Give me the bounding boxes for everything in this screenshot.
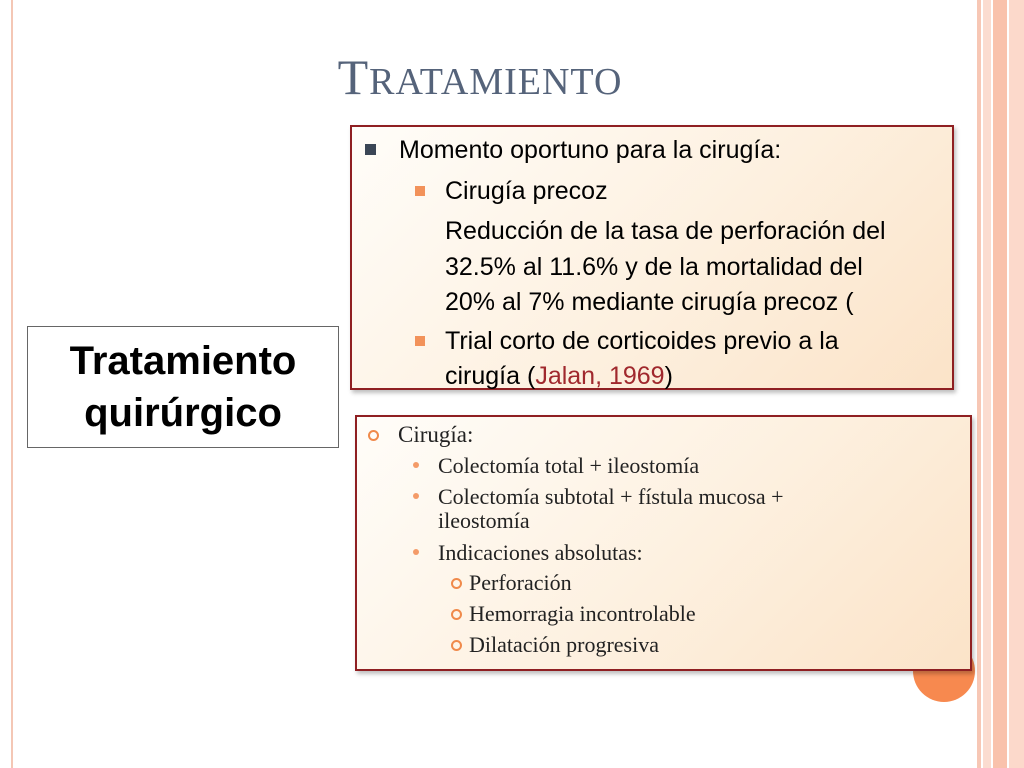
subtotal-colectomy-line-1: Colectomía subtotal + fístula mucosa + — [438, 484, 784, 509]
perforation-item: Perforación — [469, 570, 572, 595]
surgical-treatment-label — [27, 326, 339, 448]
corticoid-item-text: cirugía ( — [445, 362, 536, 390]
dot-bullet-icon — [413, 549, 419, 555]
label-line-1: Tratamiento — [69, 339, 297, 383]
timing-heading: Momento oportuno para la cirugía: — [399, 136, 782, 164]
ring-bullet-icon — [368, 430, 379, 441]
right-stripe-4 — [1009, 0, 1024, 768]
detail-line-1: Reducción de la tasa de perforación del — [445, 217, 886, 245]
right-stripe-2 — [983, 0, 991, 768]
reference-link[interactable]: Jalan, 1969 — [535, 362, 665, 390]
label-line-2: quirúrgico — [84, 391, 282, 435]
detail-line-3: 20% al 7% mediante cirugía precoz ( — [445, 288, 854, 316]
right-stripe-3 — [993, 0, 1007, 768]
hemorrhage-item: Hemorragia incontrolable — [469, 601, 696, 626]
corticoid-item-close: ) — [664, 362, 673, 390]
title-initial: T — [337, 49, 370, 105]
ring-bullet-icon — [451, 609, 462, 620]
absolute-indications-item: Indicaciones absolutas: — [438, 540, 643, 565]
ring-bullet-icon — [451, 640, 462, 651]
square-bullet-icon — [415, 336, 425, 346]
early-surgery-item: Cirugía precoz — [445, 177, 608, 205]
square-bullet-icon — [415, 186, 425, 196]
dot-bullet-icon — [413, 493, 419, 499]
left-border-line — [11, 0, 13, 768]
dilation-item: Dilatación progresiva — [469, 632, 659, 657]
ring-bullet-icon — [451, 578, 462, 589]
square-bullet-icon — [365, 144, 376, 155]
slide-title — [0, 48, 960, 106]
surgery-heading: Cirugía: — [398, 422, 474, 447]
right-stripe-1 — [977, 0, 981, 768]
title-rest: RATAMIENTO — [369, 61, 623, 103]
total-colectomy-item: Colectomía total + ileostomía — [438, 453, 700, 478]
subtotal-colectomy-line-2: ileostomía — [438, 508, 530, 533]
dot-bullet-icon — [413, 462, 419, 468]
corticoid-item-line-2 — [445, 361, 673, 391]
detail-line-2: 32.5% al 11.6% y de la mortalidad del — [445, 253, 863, 281]
corticoid-item-line-1: Trial corto de corticoides previo a la — [445, 327, 839, 355]
